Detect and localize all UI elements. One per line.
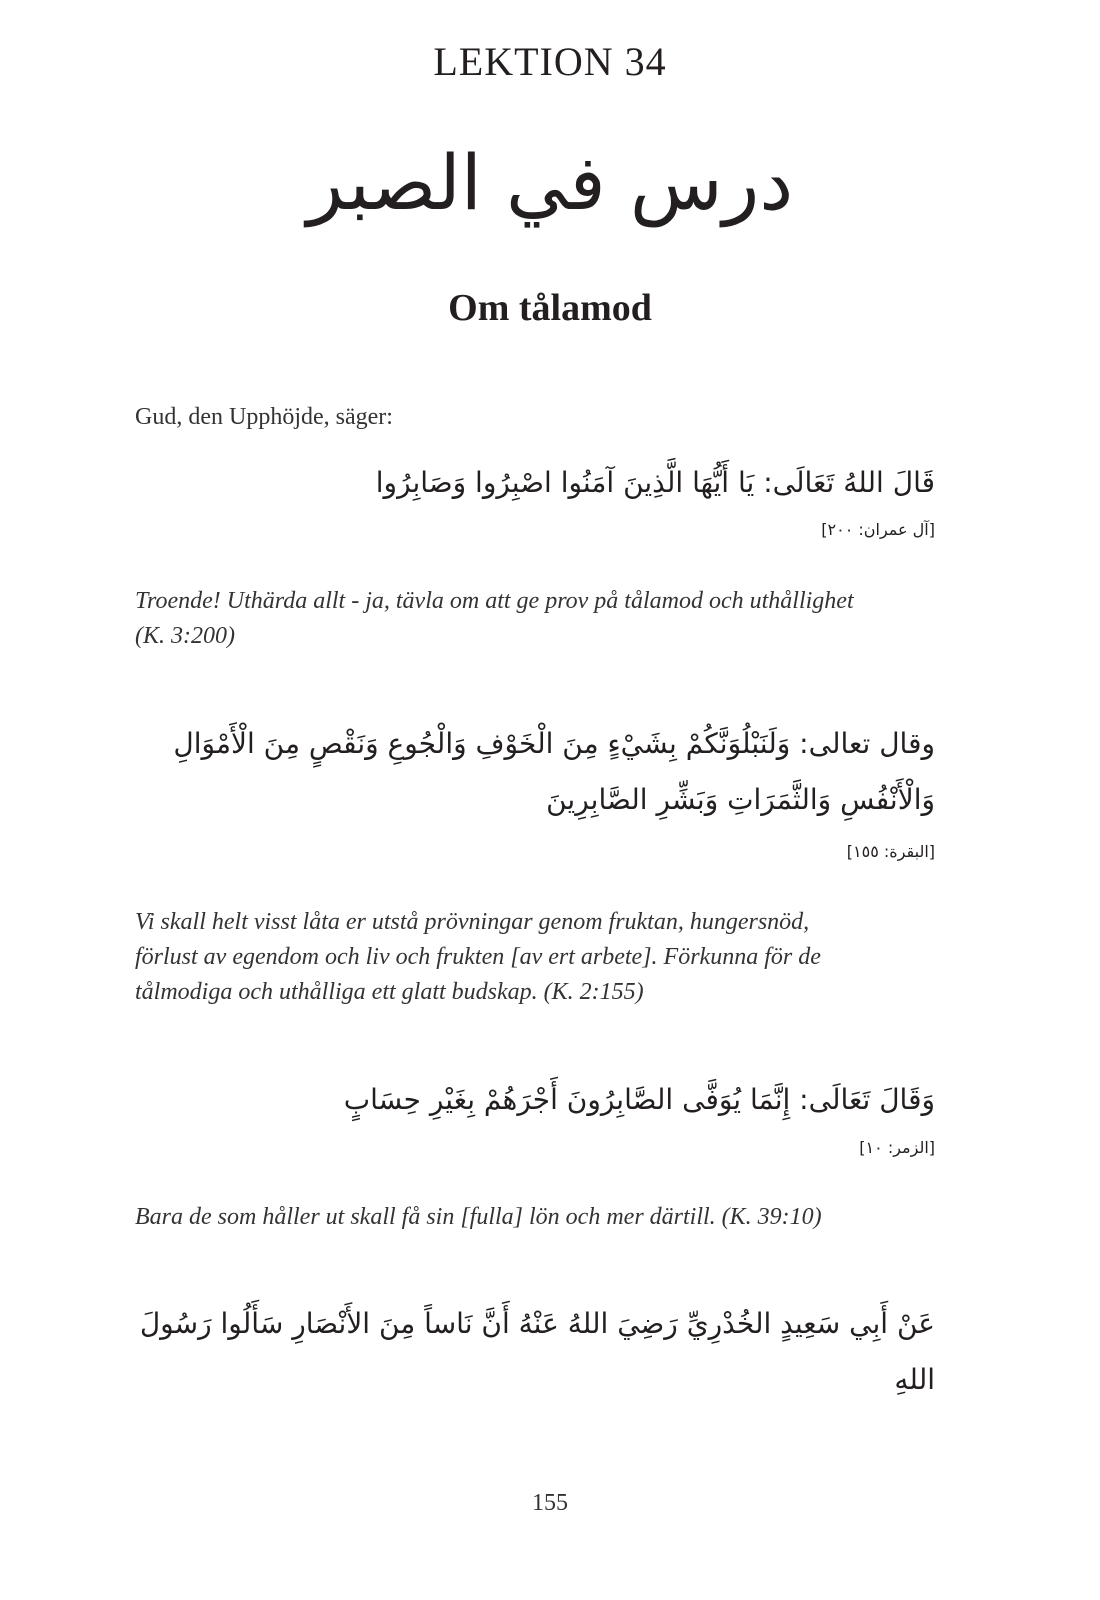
arabic-verse-2: [135, 716, 935, 828]
arabic-line: وقال تعالى: وَلَنَبْلُوَنَّكُمْ بِشَيْءٍ مِنَ الْخَوْفِ وَالْجُوعِ وَنَقْصٍ مِنَ الْأَمْوَالِ: [173, 727, 935, 760]
translation-line: Vi skall helt visst låta er utstå prövningar genom fruktan, hungersnöd,: [135, 909, 810, 935]
verse-reference-3: [الزمر: ١٠]: [859, 1138, 935, 1157]
verse-reference-1: [آل عمران: ٢٠٠]: [821, 520, 935, 539]
translation-line: Bara de som håller ut skall få sin [fulla] lön och mer därtill. (K. 39:10): [135, 1204, 822, 1230]
verse-reference-2: [البقرة: ١٥٥]: [846, 842, 935, 861]
translation-3: [135, 1200, 935, 1235]
page-number: 155: [532, 1490, 568, 1516]
translation-line: förlust av egendom och liv och frukten [av ert arbete]. Förkunna för de: [135, 944, 821, 970]
translation-1: [135, 584, 935, 654]
lesson-title: LEKTION 34: [433, 39, 667, 84]
translation-line: tålmodiga och uthålliga ett glatt budskap. (K. 2:155): [135, 979, 644, 1005]
translation-line: Troende! Uthärda allt - ja, tävla om att ge prov på tålamod och uthållighet: [135, 588, 854, 614]
translation-line: (K. 3:200): [135, 623, 235, 649]
intro-text: Gud, den Upphöjde, säger:: [135, 404, 393, 430]
hadith-line: عَنْ أَبِي سَعِيدٍ الخُدْرِيِّ رَضِيَ اللهُ عَنْهُ أَنَّ نَاساً مِنَ الأَنْصَارِ سَأَلُوا رَسُولَ اللهِ: [139, 1307, 935, 1396]
arabic-calligraphy-title: درس في الصبر: [306, 138, 794, 227]
arabic-verse-3: وَقَالَ تَعَالَى: إِنَّمَا يُوَفَّى الصَّابِرُونَ أَجْرَهُمْ بِغَيْرِ حِسَابٍ: [343, 1083, 935, 1116]
arabic-line: وَالْأَنْفُسِ وَالثَّمَرَاتِ وَبَشِّرِ الصَّابِرِينَ: [546, 783, 935, 816]
translation-2: [135, 905, 935, 1010]
swedish-title: Om tålamod: [448, 287, 652, 329]
arabic-verse-1: قَالَ اللهُ تَعَالَى: يَا أَيُّهَا الَّذِينَ آمَنُوا اصْبِرُوا وَصَابِرُوا: [375, 466, 935, 499]
